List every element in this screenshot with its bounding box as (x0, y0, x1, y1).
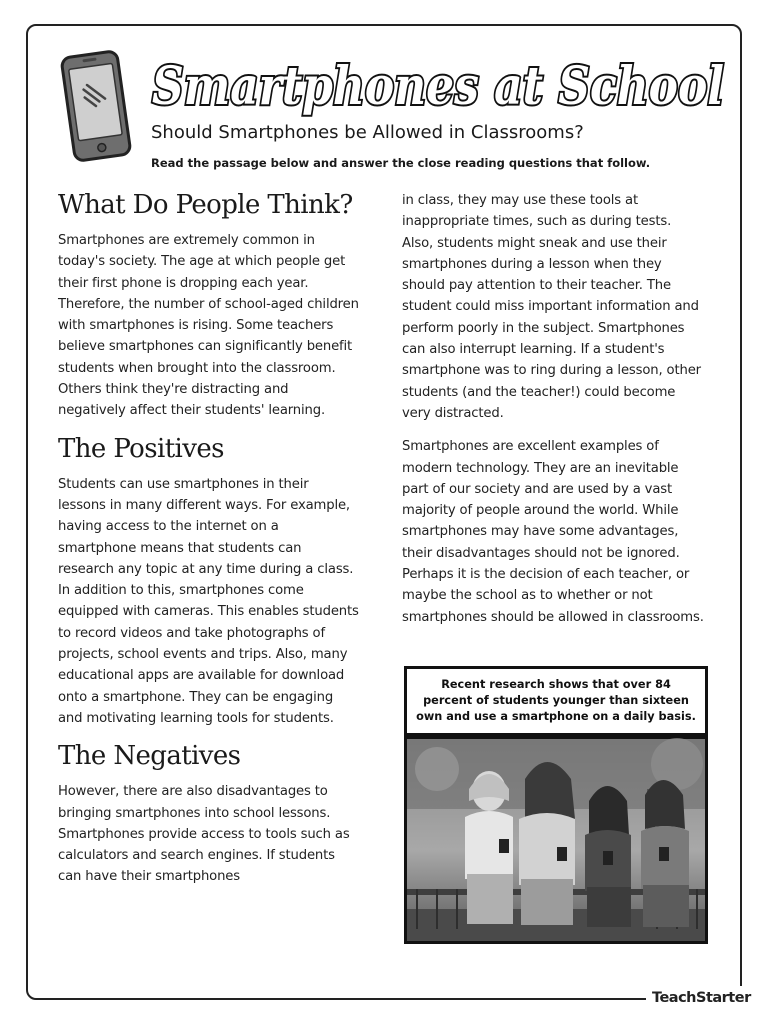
page-title (150, 48, 730, 122)
students-photo (404, 736, 708, 944)
paragraph-positives: Students can use smartphones in their lessons in many different ways. For example, having access to the internet on a smartphone means that students can research any topic at any time during a class. In addition to this, smartphones come equipped with cameras. This enables students to record videos and take photographs of projects, school events and trips. Also, many educational apps are available for download onto a smartphone. They can be engaging and motivating learning tools for students. (58, 476, 359, 726)
page-title-text: Smartphones at School (152, 56, 724, 117)
research-callout (404, 666, 708, 736)
left-column (58, 190, 360, 900)
students-photo-illustration (407, 739, 705, 941)
paragraph-negatives-continued: in class, they may use these tools at inappropriate times, such as during tests. Also, students might sneak and use their smartphones during a lesson when they should pay attention to their teacher. The student could miss important information and perform poorly in the subject. Smartphones can also interrupt learning. If a student's smartphone was to ring during a lesson, other students (and the teacher!) could become very distracted. (402, 193, 701, 421)
paragraph-what-people-think: Smartphones are extremely common in today's society. The age at which people get their first phone is dropping each year. Therefore, the number of school-aged children with smartphones is rising. Some teachers believe smartphones can significantly benefit students when brought into the classroom. Others think they're distracting and negatively affect their students' learning. (58, 233, 359, 419)
section-heading-what-people-think: What Do People Think? (58, 190, 353, 220)
section-heading-negatives: The Negatives (58, 741, 241, 772)
section-heading-positives: The Positives (58, 433, 224, 464)
paragraph-negatives: However, there are also disadvantages to bringing smartphones into school lessons. Smartphones provide access to tools such as calculators and search engines. If students can have their smartphones (58, 784, 350, 885)
instruction-text: Read the passage below and answer the close reading questions that follow. (151, 156, 651, 170)
smartphone-icon (56, 48, 136, 164)
right-column (402, 190, 706, 640)
paragraph-conclusion: Smartphones are excellent examples of modern technology. They are an inevitable part of our society and are used by a vast majority of people around the world. While smartphones may have some advantages, their disadvantages should not be ignored. Perhaps it is the decision of each teacher, or maybe the school as to whether or not smartphones should be allowed in classrooms. (402, 439, 704, 625)
page-subtitle: Should Smartphones be Allowed in Classrooms? (151, 122, 584, 143)
teachstarter-logo: TeachStarter (646, 986, 757, 1010)
research-callout-text: Recent research shows that over 84 percent of students younger than sixteen own and use a smartphone on a daily basis. (416, 678, 696, 723)
